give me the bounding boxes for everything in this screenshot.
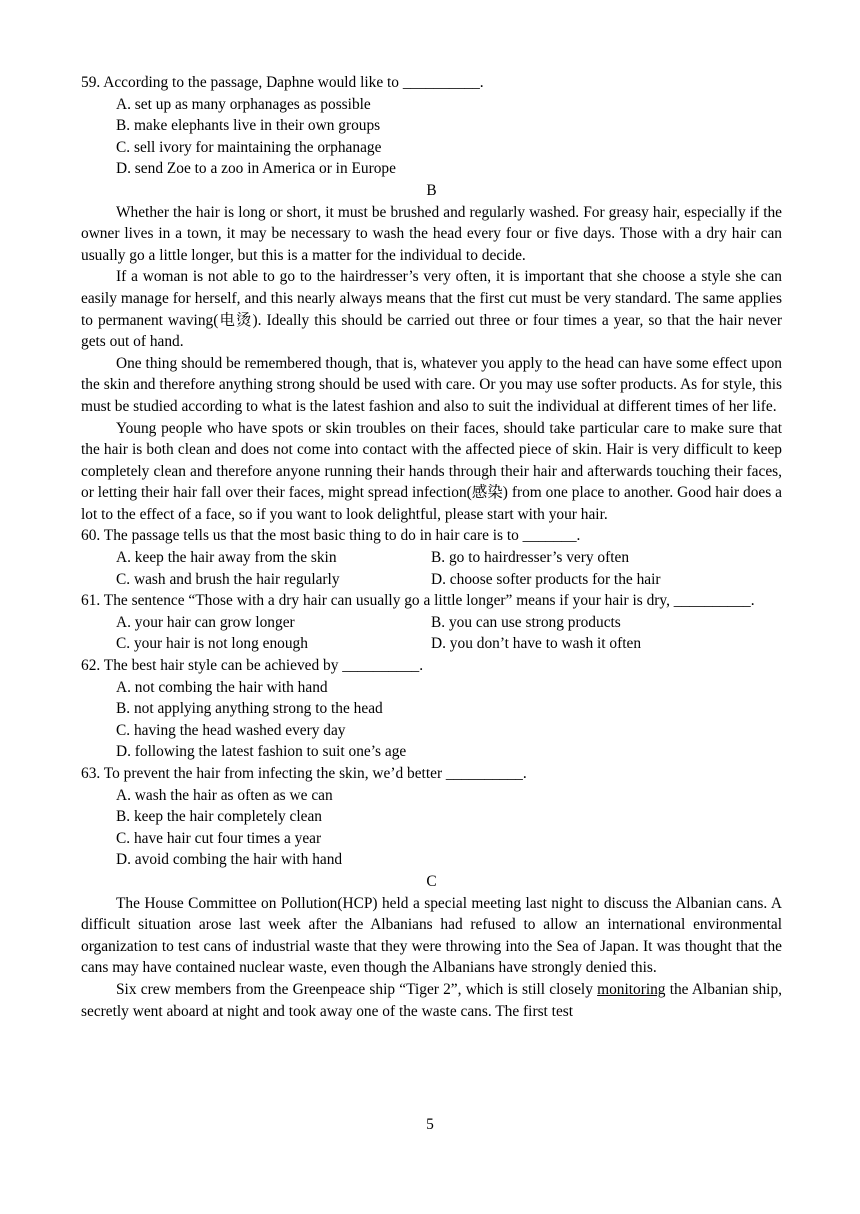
section-b-paragraph-1: Whether the hair is long or short, it must be brushed and regularly washed. For greasy hair, especially if the owner lives in a town, it may be necessary to wash the head every four or five days. Those with a dry hair can usually go a little longer, but this is a matter for the individual to decide. — [81, 203, 782, 264]
section-c-paragraph-2 — [81, 979, 782, 1022]
question-62-option-d: D. following the latest fashion to suit one’s age — [116, 743, 407, 761]
question-61-option-b: B. you can use strong products — [431, 613, 621, 631]
question-61-option-a: A. your hair can grow longer — [116, 613, 295, 631]
section-c-heading: C — [426, 872, 437, 890]
question-60-option-a: A. keep the hair away from the skin — [116, 549, 337, 567]
underlined-word-monitoring: monitoring — [597, 980, 666, 998]
question-59-option-b: B. make elephants live in their own groups — [116, 117, 381, 135]
question-62-stem: 62. The best hair style can be achieved by __________. — [81, 657, 424, 675]
section-c-paragraph-2-text-before: Six crew members from the Greenpeace ship “Tiger 2”, which is still closely — [116, 980, 598, 998]
section-b-heading: B — [426, 181, 437, 199]
question-60-option-b: B. go to hairdresser’s very often — [431, 549, 630, 567]
page-number: 5 — [426, 1116, 434, 1133]
section-c-paragraph-1: The House Committee on Pollution(HCP) held a special meeting last night to discuss the Albanian cans. A difficult situation arose last week after the Albanians had refused to allow an international environmental organization to test cans of industrial waste that they were throwing into the Sea of Japan. It was thought that the cans may have contained nuclear waste, even though the Albanians have strongly denied this. — [81, 894, 782, 977]
question-60-options-row-1 — [81, 547, 782, 569]
question-63-option-d: D. avoid combing the hair with hand — [116, 851, 343, 869]
question-59-option-d: D. send Zoe to a zoo in America or in Europe — [116, 160, 396, 178]
section-b-paragraph-4: Young people who have spots or skin troubles on their faces, should take particular care to make sure that the hair is both clean and does not come into contact with the affected piece of skin. Hair is very difficult to keep completely clean and therefore anyone running their hands through their hair and afterwards touching their faces, or letting their hair fall over their faces, might spread infection(感染) from one place to another. Good hair does a lot to the effect of a face, so if you want to look delightful, please start with your hair. — [81, 419, 782, 523]
question-62-option-b: B. not applying anything strong to the head — [116, 700, 383, 718]
question-61-options-row-1 — [81, 612, 782, 634]
question-61-options-row-2 — [81, 633, 782, 655]
question-60-stem: 60. The passage tells us that the most basic thing to do in hair care is to _______. — [81, 527, 581, 545]
question-61-option-c: C. your hair is not long enough — [116, 635, 308, 653]
section-b-paragraph-3: One thing should be remembered though, that is, whatever you apply to the head can have some effect upon the skin and therefore anything strong should be used with care. Or you may use softer products. As for style, this must be studied according to what is the latest fashion and also to suit the individual at different times of her life. — [81, 354, 782, 415]
question-60-option-d: D. choose softer products for the hair — [431, 570, 661, 588]
question-62-option-c: C. having the head washed every day — [116, 721, 346, 739]
question-61-stem: 61. The sentence “Those with a dry hair can usually go a little longer” means if your hair is dry, __________. — [81, 592, 755, 610]
question-62-option-a: A. not combing the hair with hand — [116, 678, 328, 696]
question-59-option-a: A. set up as many orphanages as possible — [116, 95, 371, 113]
question-63-option-b: B. keep the hair completely clean — [116, 808, 322, 826]
question-59-option-c: C. sell ivory for maintaining the orphanage — [116, 138, 382, 156]
question-59-stem: 59. According to the passage, Daphne would like to __________. — [81, 74, 484, 91]
section-b-paragraph-2: If a woman is not able to go to the hairdresser’s very often, it is important that she choose a style she can easily manage for herself, and this nearly always means that the first cut must be very standard. The same applies to permanent waving(电烫). Ideally this should be carried out three or four times a year, so that the hair never gets out of hand. — [81, 268, 782, 351]
question-63-option-c: C. have hair cut four times a year — [116, 829, 322, 847]
page-content — [81, 72, 782, 1022]
question-60-options-row-2 — [81, 569, 782, 591]
question-60-option-c: C. wash and brush the hair regularly — [116, 570, 340, 588]
question-63-option-a: A. wash the hair as often as we can — [116, 786, 333, 804]
question-63-stem: 63. To prevent the hair from infecting the skin, we’d better __________. — [81, 765, 527, 782]
question-61-option-d: D. you don’t have to wash it often — [431, 635, 642, 653]
section-c-paragraph-2-text-after: the Albanian ship, secretly went aboard at night and took away one of the waste cans. The first test — [81, 980, 782, 1020]
